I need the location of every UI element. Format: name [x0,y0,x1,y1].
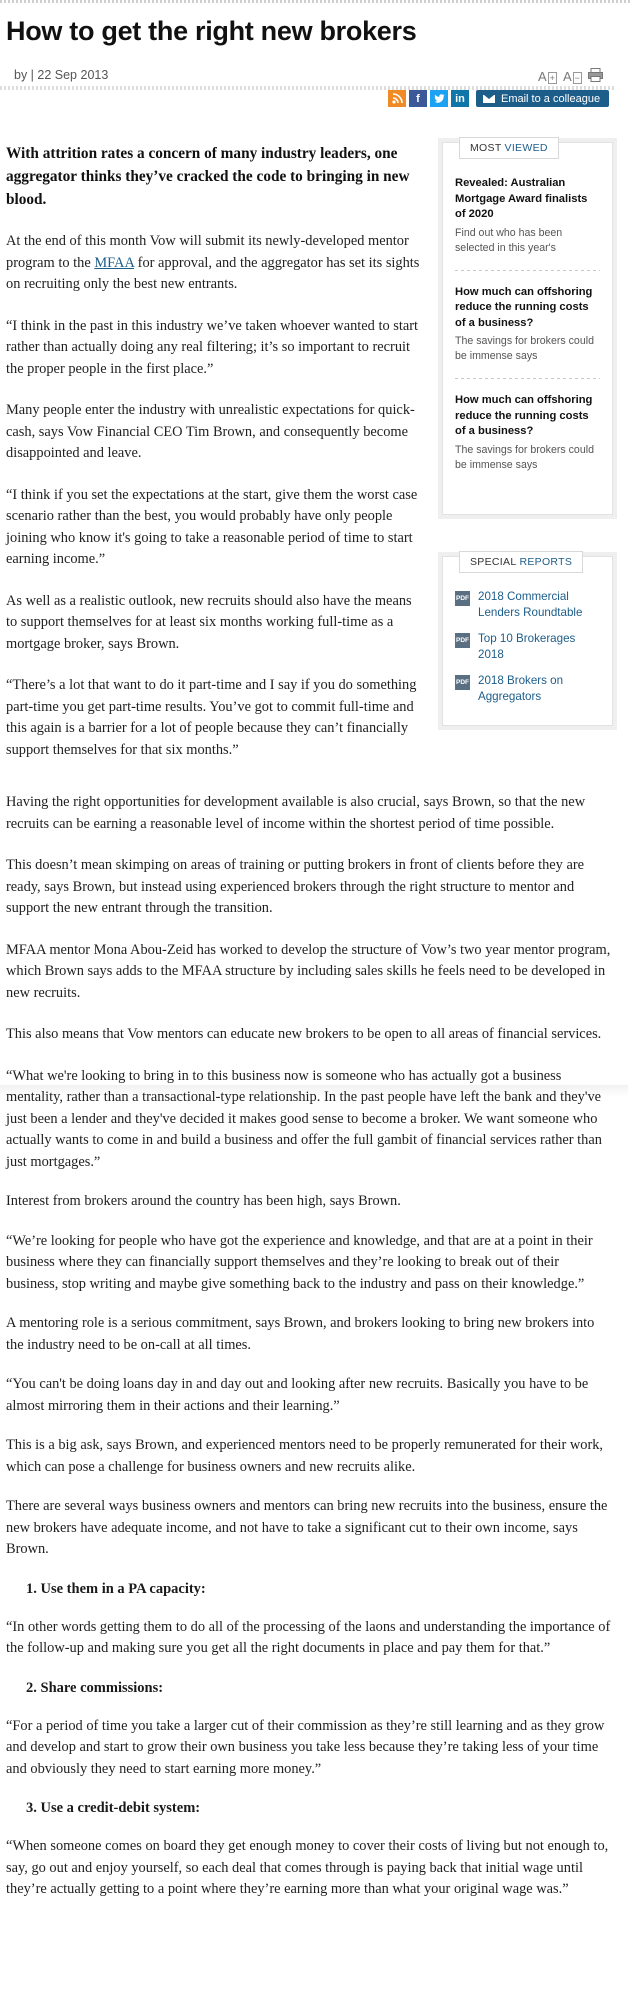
article-tools [538,68,603,85]
heading-dark: SPECIAL [470,556,517,568]
heading-light: REPORTS [519,556,573,568]
paragraph-text: At the end of this month Vow will submit its newly-developed mentor program to the [6,233,409,271]
special-report-link[interactable]: 2018 Commercial Lenders Roundtable [478,590,583,619]
envelope-icon [483,95,495,103]
email-colleague-button[interactable] [476,90,609,107]
article-body-bottom [6,792,612,1919]
paragraph: There are several ways business owners and mentors can bring new recruits into the business, ensure the new brokers have adequate income, and not have to take a significant cut to their own income, says Brown. [6,1498,608,1557]
list-heading: 2. Share commissions: [26,1679,164,1696]
list-heading: 1. Use them in a PA capacity: [26,1580,206,1597]
paragraph: “I think in the past in this industry we’ve taken whoever wanted to start rather than actually doing any real filtering; it’s so important to recruit the proper people in the first place.” [6,317,419,377]
rss-button[interactable] [388,90,406,107]
special-report-link[interactable]: Top 10 Brokerages 2018 [478,632,576,661]
paragraph: This doesn’t mean skimping on areas of training or putting brokers in front of clients before they are ready, says Brown, but instead using experienced brokers through the right structure to mentor and support the new entrant through the transition. [6,857,585,916]
paragraph: “In other words getting them to do all of the processing of the laons and understanding the importance of the follow-up and making sure you get all the right documents in place and pay them for that.” [6,1618,611,1656]
most-viewed-title[interactable]: Revealed: Australian Mortgage Award finalists of 2020 [455,177,588,220]
most-viewed-title[interactable]: How much can offshoring reduce the running costs of a business? [455,394,593,437]
special-report-item[interactable] [443,631,612,663]
font-decrease-label: A [562,69,572,84]
most-viewed-heading [459,137,559,159]
paragraph: Interest from brokers around the country has been high, says Brown. [6,1193,401,1209]
print-icon [588,68,603,82]
most-viewed-desc: The savings for brokers could be immense says [455,443,594,471]
paragraph: “For a period of time you take a larger cut of their commission as they’re still learning and as they grow and develop and start to grow their own business you take less because they’re taking less of your time and obviously they need to start earning more money.” [6,1717,605,1777]
most-viewed-item[interactable] [443,285,612,365]
article-byline: by | 22 Sep 2013 [14,68,109,82]
most-viewed-desc: The savings for brokers could be immense says [455,335,594,362]
most-viewed-desc: Find out who has been selected in this year's [455,226,563,254]
paragraph: “We’re looking for people who have got the experience and knowledge, and that are at a point in their business where they can financially support themselves and they’re looking to break out of their business, stop writing and maybe give something back to the industry and pass on their knowledge.” [6,1232,593,1292]
list-heading: 3. Use a credit-debit system: [26,1800,201,1816]
linkedin-button[interactable] [451,90,469,107]
top-divider [0,0,630,3]
font-increase-label: A [538,69,547,84]
special-report-item[interactable] [443,673,612,705]
font-decrease-button[interactable] [563,69,582,84]
paragraph: Many people enter the industry with unrealistic expectations for quick-cash, says Vow Financial CEO Tim Brown, and consequently become disappointed and leave. [6,402,415,461]
linkedin-icon: in [455,92,465,105]
heading-dark: MOST [470,142,502,154]
twitter-button[interactable] [430,90,448,107]
paragraph: This is a big ask, says Brown, and experienced mentors need to be properly remunerated for their work, which can pose a challenge for business owners and new recruits alike. [6,1437,604,1475]
rss-icon [392,93,403,104]
paragraph: As well as a realistic outlook, new recruits should also have the means to support themselves for at least six months working full-time as a mortgage broker, says Brown. [6,592,412,652]
paragraph [6,231,426,296]
email-colleague-label: Email to a colleague [501,92,601,105]
print-button[interactable] [588,68,603,85]
special-report-item[interactable] [443,589,612,621]
most-viewed-box [442,142,613,515]
paragraph: “What we're looking to bring in to this business now is someone who has actually got a business mentality, rather than a transactional-type relationship. In the past people have left the bank and they've just been a lender and they've decided it makes good sense to become a broker. We want someone who actually wants to come in and build a business and offer the full gambit of financial services rather than just mortgages.” [6,1067,602,1170]
mfaa-link[interactable]: MFAA [94,254,135,271]
most-viewed-item[interactable] [443,393,612,473]
divider [455,270,600,271]
facebook-icon: f [416,92,420,105]
pdf-icon: PDF [455,675,470,690]
paragraph: “When someone comes on board they get enough money to cover their costs of living but not enough to, say, go out and enjoy yourself, so each deal that comes through is paying back that initial wage until they’re actually getting to a point where they’re earning more than what your original wage was.” [6,1838,609,1897]
paragraph: “There’s a lot that want to do it part-time and I say if you do something part-time you get part-time results. You’ve got to commit full-time and this again is a barrier for a lot of people because they can’t financially support themselves for that six months.” [6,677,417,758]
plus-icon: + [549,73,555,83]
facebook-button[interactable] [409,90,427,107]
pdf-icon: PDF [455,591,470,606]
paragraph: Having the right opportunities for development available is also crucial, says Brown, so that the new recruits can be earning a reasonable level of income within the shortest period of time possible. [6,794,586,832]
paragraph: “You can't be doing loans day in and day out and looking after new recruits. Basically you have to be almost mirroring them in their actions and their learning.” [6,1376,589,1414]
paragraph: A mentoring role is a serious commitment, says Brown, and brokers looking to bring new brokers into the industry need to be on-call at all times. [6,1315,595,1353]
most-viewed-item[interactable] [443,176,612,256]
divider [455,378,600,379]
pdf-icon: PDF [455,633,470,648]
paragraph-text: for approval, and the aggregator has set its sights on recruiting only the best new entrants. [6,254,420,292]
paragraph: MFAA mentor Mona Abou-Zeid has worked to develop the structure of Vow’s two year mentor program, which Brown says adds to the MFAA structure by including sales skills he feels need to be developed in new recruits. [6,941,611,1001]
special-reports-box [442,556,613,726]
article-title: How to get the right new brokers [6,16,417,46]
paragraph: “I think if you set the expectations at the start, give them the worst case scenario rather than the best, you would probably have only people joining who know it's going to take a reasonable period of time to start earning income.” [6,486,418,567]
minus-icon: − [574,73,580,83]
article-lead: With attrition rates a concern of many industry leaders, one aggregator thinks they’ve cracked the code to bringing in new blood. [6,145,410,208]
heading-light: VIEWED [504,142,548,154]
article-body-top [6,142,426,781]
share-bar [388,90,609,107]
paragraph: This also means that Vow mentors can educate new brokers to be open to all areas of financial services. [6,1026,602,1042]
special-report-link[interactable]: 2018 Brokers on Aggregators [478,674,564,703]
twitter-icon [434,94,445,104]
most-viewed-title[interactable]: How much can offshoring reduce the running costs of a business? [455,285,593,329]
special-reports-heading [459,551,583,573]
font-increase-button[interactable] [538,69,557,84]
